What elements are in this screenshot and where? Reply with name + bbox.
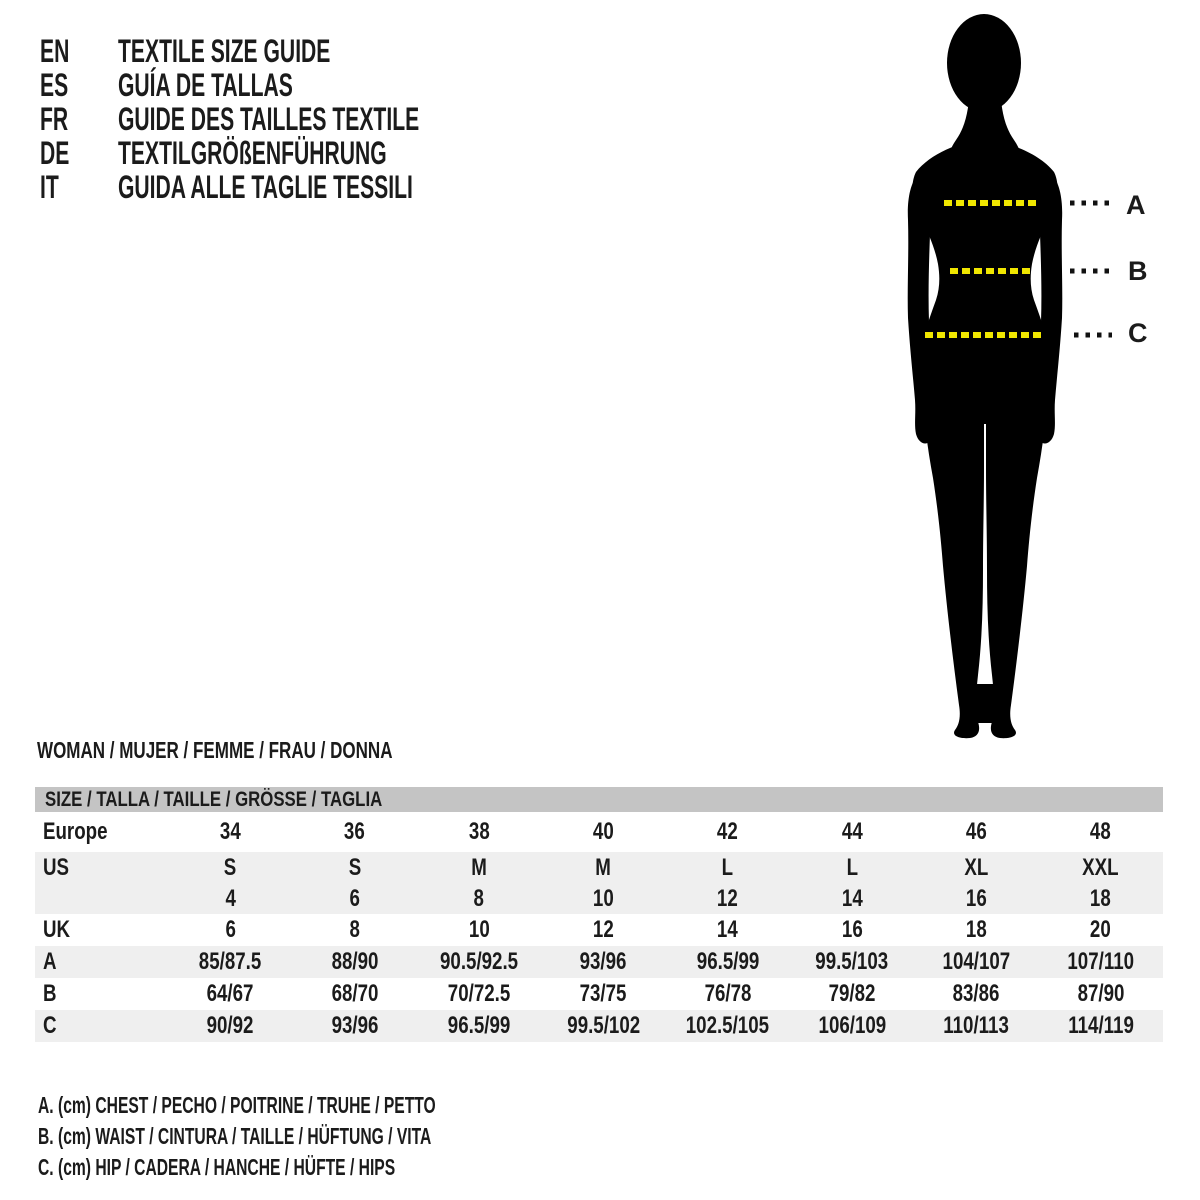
size-cell-text: 64/67 xyxy=(206,980,254,1007)
size-cell-text: 38 xyxy=(468,818,490,845)
size-cell xyxy=(541,916,665,944)
row-label xyxy=(35,948,168,976)
table-row xyxy=(35,946,1163,978)
row-label xyxy=(35,854,168,882)
row-label-text: A xyxy=(43,948,57,975)
size-cell xyxy=(914,854,1038,882)
size-cell-text: 6 xyxy=(224,916,236,943)
size-cell-text: 20 xyxy=(1090,916,1112,943)
size-cell xyxy=(292,854,416,882)
size-cell xyxy=(1039,916,1163,944)
size-cell xyxy=(790,818,914,846)
size-cell-text: 83/86 xyxy=(953,980,1000,1007)
table-row xyxy=(35,978,1163,1010)
row-label-text: UK xyxy=(43,916,71,943)
legend-line xyxy=(38,1152,623,1183)
size-cell-text: 102.5/105 xyxy=(686,1012,770,1039)
size-cell xyxy=(666,1012,790,1040)
size-cell xyxy=(666,980,790,1008)
size-cell-text: M xyxy=(595,853,612,881)
size-cell xyxy=(417,818,541,846)
size-cell-text: 106/109 xyxy=(818,1012,886,1039)
language-code: IT xyxy=(40,168,59,205)
legend-line xyxy=(38,1090,623,1121)
size-cell-text: 70/72.5 xyxy=(447,980,511,1007)
size-cell-text: 73/75 xyxy=(579,980,627,1007)
size-cell xyxy=(790,885,914,913)
size-table xyxy=(35,787,1163,1042)
size-cell-text: S xyxy=(223,853,237,881)
language-code: DE xyxy=(40,134,70,171)
size-cell xyxy=(541,854,665,882)
row-label-text: US xyxy=(43,853,70,881)
size-cell xyxy=(292,948,416,976)
size-cell-text: 44 xyxy=(841,818,863,845)
row-label xyxy=(35,980,168,1008)
legend-line xyxy=(38,1121,623,1152)
extension-dot-lines xyxy=(1070,203,1114,335)
size-cell-text: 99.5/102 xyxy=(566,1012,640,1039)
size-cell-text: 104/107 xyxy=(942,948,1011,975)
size-cell xyxy=(541,885,665,913)
size-cell xyxy=(666,948,790,976)
language-row xyxy=(40,34,574,68)
size-cell-text: 110/113 xyxy=(943,1012,1010,1039)
language-code: EN xyxy=(40,32,70,69)
row-label xyxy=(35,916,168,944)
size-cell-text: 4 xyxy=(224,884,236,912)
size-cell-text: 34 xyxy=(219,818,241,845)
row-label-text: B xyxy=(43,980,57,1007)
size-cell-text: 46 xyxy=(966,818,987,845)
size-cell-text: 42 xyxy=(717,818,739,845)
size-cell xyxy=(168,948,292,976)
size-cell-text: 99.5/103 xyxy=(815,948,889,975)
size-cell xyxy=(292,885,416,913)
size-cell xyxy=(790,916,914,944)
size-cell xyxy=(541,818,665,846)
size-cell xyxy=(417,854,541,882)
language-title: GUIDE DES TAILLES TEXTILE xyxy=(118,100,420,137)
size-cell-text: 10 xyxy=(468,916,490,943)
size-cell-text: 6 xyxy=(349,884,360,912)
section-title-text: WOMAN / MUJER / FEMME / FRAU / DONNA xyxy=(37,736,393,763)
size-cell xyxy=(666,885,790,913)
size-cell-text: 10 xyxy=(592,884,614,912)
size-cell-text: L xyxy=(721,853,734,881)
language-row xyxy=(40,102,574,136)
size-table-rows xyxy=(35,812,1163,1042)
language-row xyxy=(40,68,574,102)
row-label-text: Europe xyxy=(43,818,108,845)
size-cell-text: 40 xyxy=(592,818,614,845)
size-cell xyxy=(666,818,790,846)
size-cell xyxy=(541,1012,665,1040)
size-cell-text: 8 xyxy=(349,916,360,943)
table-row xyxy=(35,852,1163,883)
size-cell xyxy=(168,1012,292,1040)
size-cell-text: 8 xyxy=(473,884,485,912)
language-title: TEXTILE SIZE GUIDE xyxy=(118,32,331,69)
size-cell-text: 107/110 xyxy=(1067,948,1135,975)
size-cell-text: S xyxy=(348,853,361,881)
language-row xyxy=(40,136,574,170)
size-cell xyxy=(168,818,292,846)
size-cell xyxy=(292,980,416,1008)
section-title xyxy=(37,736,517,764)
woman-silhouette-figure xyxy=(880,8,1200,748)
size-cell xyxy=(1039,980,1163,1008)
measurement-legend xyxy=(38,1090,623,1183)
row-label-text: C xyxy=(43,1012,57,1039)
size-cell xyxy=(1039,1012,1163,1040)
size-cell xyxy=(914,980,1038,1008)
size-cell xyxy=(790,854,914,882)
marker-label-a: A xyxy=(1126,190,1146,220)
legend-line-text: B. (cm) WAIST / CINTURA / TAILLE / HÜFTUNG / VITA xyxy=(38,1123,432,1149)
size-cell-text: 85/87.5 xyxy=(198,948,262,975)
size-cell-text: 79/82 xyxy=(828,980,876,1007)
size-cell-text: 93/96 xyxy=(579,948,627,975)
size-cell xyxy=(1039,885,1163,913)
size-cell xyxy=(292,1012,416,1040)
row-label xyxy=(35,818,168,846)
size-cell xyxy=(417,980,541,1008)
legend-line-text: C. (cm) HIP / CADERA / HANCHE / HÜFTE / HIPS xyxy=(38,1154,396,1180)
size-cell xyxy=(417,948,541,976)
size-cell xyxy=(417,1012,541,1040)
table-row xyxy=(35,1010,1163,1042)
size-cell-text: 16 xyxy=(841,916,863,943)
size-cell xyxy=(168,980,292,1008)
size-cell-text: 88/90 xyxy=(331,948,378,975)
language-title: GUÍA DE TALLAS xyxy=(118,66,293,103)
size-cell xyxy=(914,916,1038,944)
size-cell xyxy=(790,980,914,1008)
size-cell-text: 18 xyxy=(966,916,987,943)
size-cell xyxy=(292,818,416,846)
table-row xyxy=(35,883,1163,914)
legend-line-text: A. (cm) CHEST / PECHO / POITRINE / TRUHE / PETTO xyxy=(38,1092,436,1118)
size-cell-text: 14 xyxy=(717,916,739,943)
marker-label-b: B xyxy=(1128,256,1148,286)
size-cell xyxy=(168,916,292,944)
size-cell xyxy=(541,948,665,976)
size-cell xyxy=(1039,818,1163,846)
size-cell xyxy=(790,948,914,976)
size-cell-text: 76/78 xyxy=(704,980,752,1007)
size-cell-text: M xyxy=(471,853,487,881)
size-cell-text: 68/70 xyxy=(331,980,378,1007)
size-cell-text: 18 xyxy=(1090,884,1112,912)
size-cell-text: 96.5/99 xyxy=(447,1012,511,1039)
size-cell-text: 12 xyxy=(592,916,614,943)
language-title: TEXTILGRÖßENFÜHRUNG xyxy=(118,134,387,171)
size-cell xyxy=(790,1012,914,1040)
size-cell-text: 48 xyxy=(1090,818,1112,845)
table-row xyxy=(35,914,1163,946)
size-cell xyxy=(292,916,416,944)
size-cell xyxy=(541,980,665,1008)
table-row xyxy=(35,812,1163,852)
size-cell xyxy=(168,885,292,913)
size-cell-text: XL xyxy=(964,853,989,881)
table-header-text: SIZE / TALLA / TAILLE / GRÖSSE / TAGLIA xyxy=(45,787,383,811)
language-list xyxy=(40,34,574,204)
row-label xyxy=(35,1012,168,1040)
size-cell-text: 90/92 xyxy=(206,1012,254,1039)
size-cell xyxy=(168,854,292,882)
size-cell xyxy=(417,916,541,944)
size-cell-text: 14 xyxy=(841,884,863,912)
table-header-bar xyxy=(35,787,1163,812)
size-cell xyxy=(914,818,1038,846)
size-cell xyxy=(914,948,1038,976)
size-cell-text: 12 xyxy=(717,884,739,912)
size-cell xyxy=(1039,854,1163,882)
language-title: GUIDA ALLE TAGLIE TESSILI xyxy=(118,168,413,205)
language-code: FR xyxy=(40,100,69,137)
size-cell-text: 36 xyxy=(344,818,365,845)
marker-label-c: C xyxy=(1128,318,1148,348)
language-code: ES xyxy=(40,66,69,103)
size-cell-text: 96.5/99 xyxy=(696,948,759,975)
size-cell xyxy=(914,1012,1038,1040)
size-cell-text: 16 xyxy=(966,884,987,912)
row-label xyxy=(35,890,168,908)
size-cell-text: 87/90 xyxy=(1077,980,1125,1007)
size-cell-text: 114/119 xyxy=(1068,1012,1134,1039)
size-cell xyxy=(1039,948,1163,976)
size-cell xyxy=(914,885,1038,913)
size-cell-text: 90.5/92.5 xyxy=(439,948,518,975)
language-row xyxy=(40,170,574,204)
size-cell xyxy=(417,885,541,913)
body-measurement-diagram xyxy=(880,8,1200,748)
woman-silhouette-icon xyxy=(908,14,1063,738)
size-cell-text: XXL xyxy=(1082,853,1120,881)
size-cell xyxy=(666,854,790,882)
size-cell-text: L xyxy=(846,853,858,881)
size-cell xyxy=(666,916,790,944)
size-cell-text: 93/96 xyxy=(331,1012,378,1039)
